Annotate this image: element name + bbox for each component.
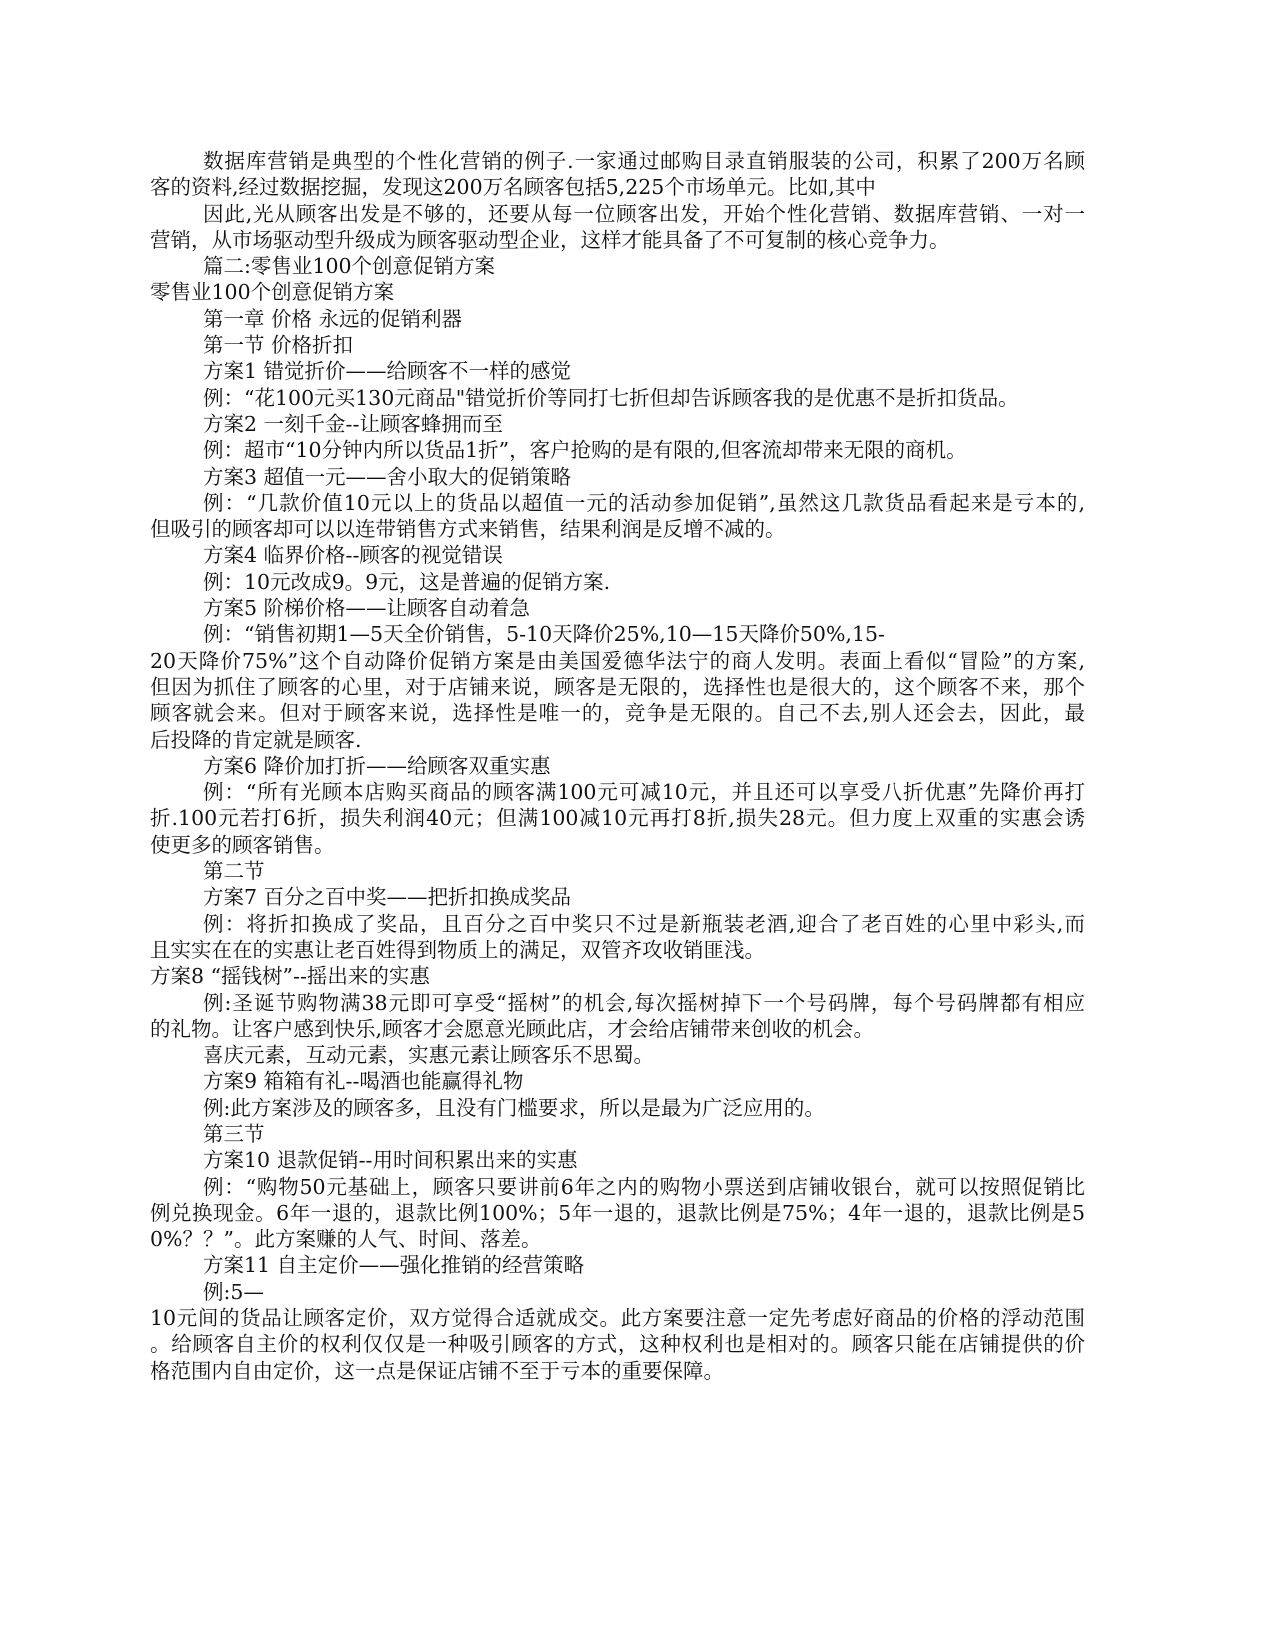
- text-line: 营销，从市场驱动型升级成为顾客驱动型企业，这样才能具备了不可复制的核心竞争力。: [150, 227, 950, 252]
- text-line: 且实实在在的实惠让老百姓得到物质上的满足，双管齐攻收销匪浅。: [150, 937, 765, 962]
- text-line: 方案6 降价加打折——给顾客双重实惠: [203, 753, 551, 778]
- text-line: 使更多的顾客销售。: [150, 832, 335, 857]
- text-line: 方案7 百分之百中奖——把折扣换成奖品: [203, 885, 572, 910]
- text-line: 方案5 阶梯价格——让顾客自动着急: [203, 596, 531, 621]
- text-line: 的礼物。让客户感到快乐,顾客才会愿意光顾此店，才会给店铺带来创收的机会。: [150, 1016, 875, 1041]
- text-line: 例兑换现金。6年一退的，退款比例100%；5年一退的，退款比例是75%；4年一退的，退款比例是5: [150, 1200, 1085, 1225]
- text-line: 方案4 临界价格--顾客的视觉错误: [203, 543, 503, 568]
- text-line: 例：10元改成9。9元，这是普遍的促销方案.: [203, 569, 611, 594]
- text-line: 篇二:零售业100个创意促销方案: [203, 254, 496, 279]
- text-line: 例：“几款价值10元以上的货品以超值一元的活动参加促销”,虽然这几款货品看起来是亏本的,: [203, 490, 1085, 515]
- text-line: 方案3 超值一元——舍小取大的促销策略: [203, 464, 572, 489]
- text-line: 第二节: [203, 859, 265, 884]
- text-line: 第一章 价格 永远的促销利器: [203, 306, 463, 331]
- text-line: 例：“购物50元基础上，顾客只要讲前6年之内的购物小票送到店铺收银台，就可以按照促销比: [203, 1174, 1085, 1199]
- text-line: 例：超市“10分钟内所以货品1折”，客户抢购的是有限的,但客流却带来无限的商机。: [203, 438, 967, 463]
- text-line: 但吸引的顾客却可以以连带销售方式来销售，结果利润是反增不减的。: [150, 517, 786, 542]
- text-line: 零售业100个创意促销方案: [150, 280, 395, 305]
- text-line: 10元间的货品让顾客定价，双方觉得合适就成交。此方案要注意一定先考虑好商品的价格的浮动范围: [150, 1306, 1085, 1331]
- text-line: 因此,光从顾客出发是不够的，还要从每一位顾客出发，开始个性化营销、数据库营销、一对一: [203, 201, 1085, 226]
- text-line: 格范围内自由定价，这一点是保证店铺不至于亏本的重要保障。: [150, 1358, 724, 1383]
- text-line: 例：“所有光顾本店购买商品的顾客满100元可减10元，并且还可以享受八折优惠”先降价再打: [203, 780, 1085, 805]
- text-line: 方案11 自主定价——强化推销的经营策略: [203, 1253, 585, 1278]
- text-line: 20天降价75%”这个自动降价促销方案是由美国爱德华法宁的商人发明。表面上看似“冒险”的方案,: [150, 648, 1085, 673]
- text-line: 方案2 一刻千金--让顾客蜂拥而至: [203, 411, 503, 436]
- text-line: 数据库营销是典型的个性化营销的例子.一家通过邮购目录直销服装的公司，积累了200万名顾: [203, 149, 1085, 173]
- text-line: 例：“花100元买130元商品"错觉折价等同打七折但却告诉顾客我的是优惠不是折扣货品。: [203, 385, 1019, 410]
- text-line: 方案9 箱箱有礼--喝酒也能赢得礼物: [203, 1069, 524, 1094]
- text-line: 客的资料,经过数据挖掘，发现这200万名顾客包括5,225个市场单元。比如,其中: [150, 175, 876, 200]
- text-line: 例:圣诞节购物满38元即可享受“摇树”的机会,每次摇树掉下一个号码牌，每个号码牌都有相应: [203, 990, 1085, 1015]
- text-line: 后投降的肯定就是顾客.: [150, 727, 362, 752]
- text-line: 例:5—: [203, 1279, 264, 1304]
- text-line: 例：“销售初期1—5天全价销售，5-10天降价25%,10—15天降价50%,15-: [203, 622, 885, 647]
- text-line: 第一节 价格折扣: [203, 333, 354, 358]
- text-line: 第三节: [203, 1121, 265, 1146]
- text-line: 例:此方案涉及的顾客多，且没有门槛要求，所以是最为广泛应用的。: [203, 1095, 825, 1120]
- text-line: 例：将折扣换成了奖品，且百分之百中奖只不过是新瓶装老酒,迎合了老百姓的心里中彩头,而: [203, 911, 1085, 936]
- text-line: 方案8 “摇钱树”--摇出来的实惠: [150, 964, 430, 989]
- text-line: 喜庆元素，互动元素，实惠元素让顾客乐不思蜀。: [203, 1043, 654, 1068]
- text-line: 方案1 错觉折价——给顾客不一样的感觉: [203, 359, 572, 384]
- text-line: 折.100元若打6折，损失利润40元；但满100减10元再打8折,损失28元。但力度上双重的实惠会诱: [150, 806, 1085, 831]
- text-line: 但因为抓住了顾客的心里，对于店铺来说，顾客是无限的，选择性也是很大的，这个顾客不来，那个: [150, 674, 1085, 699]
- text-line: 方案10 退款促销--用时间积累出来的实惠: [203, 1148, 578, 1173]
- text-line: 顾客就会来。但对于顾客来说，选择性是唯一的，竞争是无限的。自己不去,别人还会去，因此，最: [150, 701, 1085, 726]
- text-line: 0%？？”。此方案赚的人气、时间、落差。: [150, 1227, 542, 1252]
- text-line: 。给顾客自主价的权利仅仅是一种吸引顾客的方式，这种权利也是相对的。顾客只能在店铺提供的价: [150, 1332, 1085, 1357]
